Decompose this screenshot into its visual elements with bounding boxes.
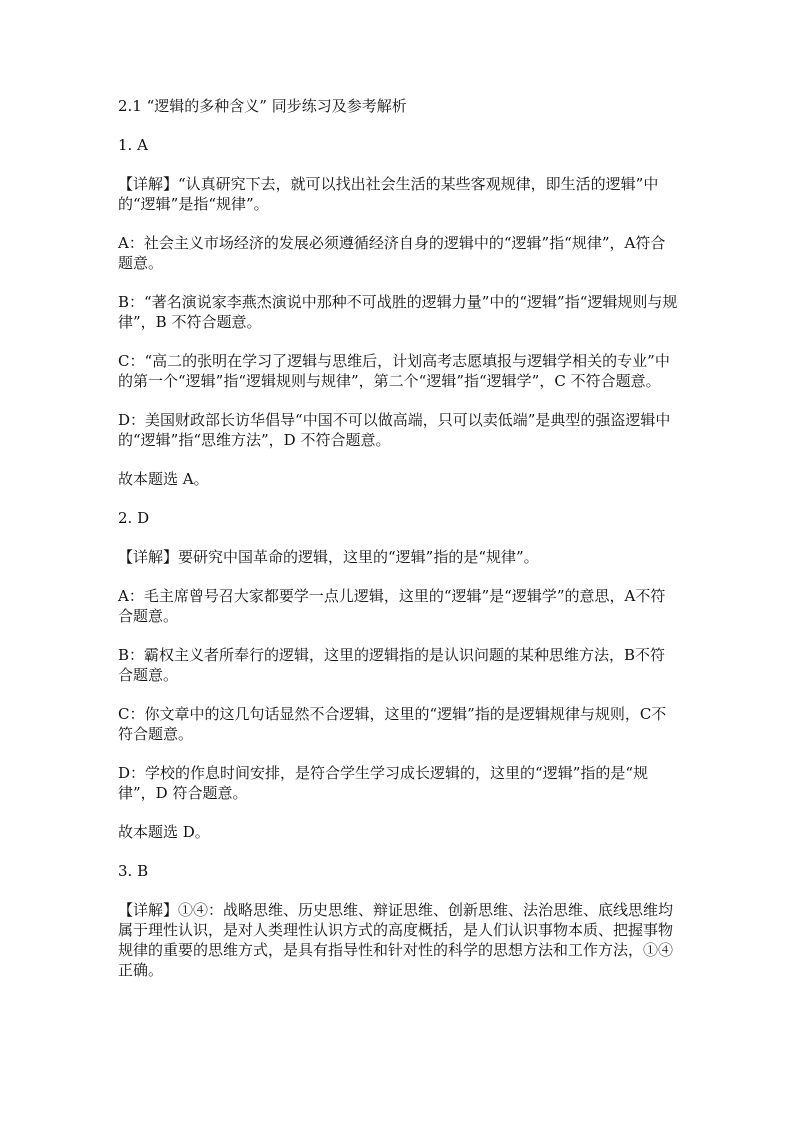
option-b-paragraph: B：霸权主义者所奉行的逻辑，这里的逻辑指的是认识问题的某种思维方法，B不符合题意。 [118,646,666,684]
conclusion-paragraph: 故本题选 A。 [118,470,209,488]
answer-heading-1: 1. A [118,136,148,154]
document-body [118,96,678,999]
option-d-paragraph: D：学校的作息时间安排，是符合学生学习成长逻辑的，这里的“逻辑”指的是“规律”，D 符合题意。 [118,764,649,802]
option-a-paragraph: A：社会主义市场经济的发展必须遵循经济自身的逻辑中的“逻辑”指“规律”，A符合题意。 [118,234,666,272]
option-a-paragraph: A：毛主席曾号召大家都要学一点儿逻辑，这里的“逻辑”是“逻辑学”的意思，A不符合题意。 [118,587,666,625]
option-c-paragraph: C：你文章中的这几句话显然不合逻辑，这里的“逻辑”指的是逻辑规律与规则，C不符合题意。 [118,705,667,743]
document-title: 2.1 “逻辑的多种含义” 同步练习及参考解析 [118,97,407,115]
option-b-paragraph: B：“著名演说家李燕杰演说中那种不可战胜的逻辑力量”中的“逻辑”指“逻辑规则与规律”，B 不符合题意。 [118,293,678,331]
option-d-paragraph: D：美国财政部长访华倡导“中国不可以做高端，只可以卖低端”是典型的强盗逻辑中的“逻辑”指“思维方法”，D 不符合题意。 [118,411,671,449]
explanation-paragraph: 【详解】①④：战略思维、历史思维、辩证思维、创新思维、法治思维、底线思维均属于理性认识，是对人类理性认识方式的高度概括，是人们认识事物本质、把握事物规律的重要的思维方式，是具有指导性和针对性的科学的思想方法和工作方法，①④正确。 [118,901,674,979]
option-c-paragraph: C：“高二的张明在学习了逻辑与思维后，计划高考志愿填报与逻辑学相关的专业”中的第一个“逻辑”指“逻辑规则与规律”，第二个“逻辑”指“逻辑学”，C 不符合题意。 [118,352,670,390]
explanation-paragraph: 【详解】“认真研究下去，就可以找出社会生活的某些客观规律，即生活的逻辑”中的“逻辑”是指“规律”。 [118,175,659,213]
answer-heading-2: 2. D [118,509,150,527]
conclusion-paragraph: 故本题选 D。 [118,823,210,841]
explanation-paragraph: 【详解】要研究中国革命的逻辑，这里的“逻辑”指的是“规律”。 [118,548,539,566]
answer-heading-3: 3. B [118,862,149,880]
